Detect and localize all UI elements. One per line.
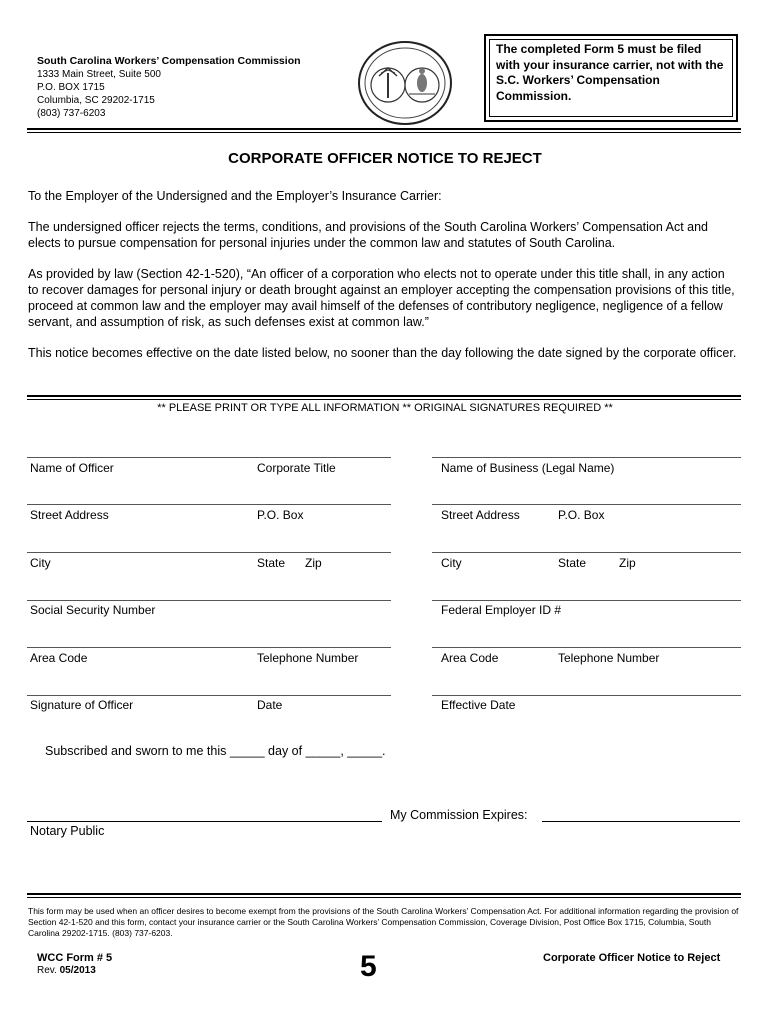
header-rule-thin [27,132,741,133]
signature-line[interactable] [27,695,391,696]
organization-name: South Carolina Workers’ Compensation Commission [37,55,301,67]
section-rule [27,395,741,397]
officer-city-label: City [30,556,51,570]
business-zip-label: Zip [619,556,636,570]
phone-line: (803) 737-6203 [37,108,106,119]
section-rule-thin [27,399,741,400]
business-city-label: City [441,556,462,570]
name-of-officer-line[interactable] [27,457,391,458]
officer-state-label: State [257,556,286,570]
officer-po-box-label: P.O. Box [257,508,304,522]
business-city-line[interactable] [432,552,741,553]
effective-date-line[interactable] [432,695,741,696]
footer-form-title: Corporate Officer Notice to Reject [543,952,721,964]
business-street-address-label: Street Address [441,508,520,522]
fein-line[interactable] [432,600,741,601]
date-label: Date [257,698,283,712]
paragraph-law: As provided by law (Section 42-1-520), “An officer of a corporation who elects not to operate under this title shall, in any action to recover damages for personal injury or death brought against an employer accepting the compensation provisions of this title, proceed at common law and the employer may avail himself of the defenses of contributory negligence, negligence of a fellow servant, and assumption of risk, as such defenses exist at common law.” [28,267,735,329]
officer-street-address-label: Street Address [30,508,109,522]
footer-rule-thin [27,897,741,898]
address-line-3: Columbia, SC 29202-1715 [37,95,155,106]
business-po-box-label: P.O. Box [558,508,605,522]
name-of-business-label: Name of Business (Legal Name) [441,461,615,475]
commission-expires-line[interactable] [542,821,740,822]
officer-street-address-line[interactable] [27,504,391,505]
effective-date-label: Effective Date [441,698,516,712]
officer-telephone-label: Telephone Number [257,651,359,665]
salutation: To the Employer of the Undersigned and the Employer’s Insurance Carrier: [28,189,442,203]
corporate-title-label: Corporate Title [257,461,336,475]
footer-info: This form may be used when an officer desires to become exempt from the provisions of the South Carolina Workers’ Compensation Act. For additional information regarding the provision of Section 42-1-520 and this form, contact your insurance carrier or the South Carolina Workers’ Compensation Commission, Coverage Division, Post Office Box 1715, Columbia, South Carolina 29202-1715. (803) 737-6203. [28,906,739,938]
address-line-2: P.O. BOX 1715 [37,82,105,93]
footer-rule [27,893,741,895]
name-of-business-line[interactable] [432,457,741,458]
notary-public-label: Notary Public [30,824,105,838]
ssn-label: Social Security Number [30,603,156,617]
business-telephone-label: Telephone Number [558,651,660,665]
form-id: WCC Form # 5 [37,952,113,964]
filing-notice-text: The completed Form 5 must be filed with your insurance carrier, not with the S.C. Workers’ Compensation Commission. [496,42,724,103]
paragraph-rejection: The undersigned officer rejects the terms, conditions, and provisions of the South Carolina Workers’ Compensation Act and elects to pursue compensation for personal injuries under the common law and statutes of South Carolina. [28,220,708,250]
sworn-statement: Subscribed and sworn to me this _____ day of _____, _____. [45,744,386,758]
revision [37,965,96,976]
notary-signature-line[interactable] [27,821,382,822]
business-phone-line[interactable] [432,647,741,648]
document-title: CORPORATE OFFICER NOTICE TO REJECT [228,150,542,167]
business-area-code-label: Area Code [441,651,499,665]
filing-notice-box [484,34,738,122]
revision-label: Rev. [37,965,57,976]
ssn-line[interactable] [27,600,391,601]
fein-label: Federal Employer ID # [441,603,562,617]
form-number: 5 [360,950,377,983]
revision-date: 05/2013 [59,965,96,976]
officer-area-code-label: Area Code [30,651,88,665]
officer-city-line[interactable] [27,552,391,553]
name-of-officer-label: Name of Officer [30,461,114,475]
state-seal-icon [357,40,453,126]
paragraph-effective: This notice becomes effective on the date listed below, no sooner than the day following the date signed by the corporate officer. [28,346,737,360]
header-rule [27,128,741,130]
commission-expires-label: My Commission Expires: [390,808,528,822]
business-state-label: State [558,556,587,570]
print-instructions: ** PLEASE PRINT OR TYPE ALL INFORMATION ** ORIGINAL SIGNATURES REQUIRED ** [157,402,613,414]
business-street-address-line[interactable] [432,504,741,505]
officer-zip-label: Zip [305,556,322,570]
signature-label: Signature of Officer [30,698,134,712]
officer-phone-line[interactable] [27,647,391,648]
address-line-1: 1333 Main Street, Suite 500 [37,69,161,80]
